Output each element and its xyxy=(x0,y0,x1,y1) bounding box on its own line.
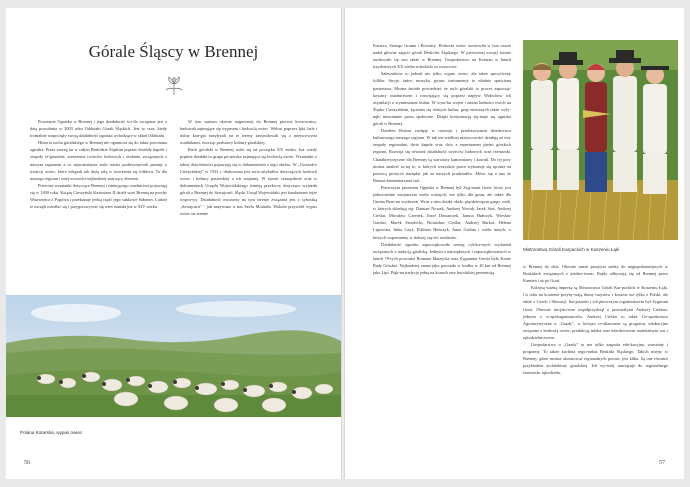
left-page xyxy=(6,8,341,479)
right-page xyxy=(345,8,684,479)
paragraph: Historia ruchu góralskiego w Brennej nie ogranicza się do faktu powstania ogniska. Przez szereg lat w całym Beskidzie Śląskim prężnie działały kapele i zespoły re-gionalne, zrzeszenia twórców ludowych i zesłanie, związanych z naszym regionem a co najważniejsze stale mistrz podtrzymywali pamięć o tradycji owiec, które odegrali tak dużą rolę w tworzeniu się folkloru. To dla naszego regionu i miej-scowości najbardziej znaczący element. xyxy=(30,140,167,181)
paragraph: Pierwszym prezesem Ogniska w Brennej był Zyg-munt Gresi, który jest jednocześnie inicjatorem wielu ważnych, nie tylko dla gmin, ale także dla Gmina Bren-na wydarzeń. Wraz z nim działa około pięćdziesięciu grupy osób, w których składają się: Damian Nowak, Andrzej Nowak, Jarek Staś, Andrzej Cieślar, Mirosław Czernek, Józef Drosarczek, Janusz Hubczyk, Wiesław Gawlas, Marek Strzelecki, Bronisław Cieślar, Andrzej Burkot, Helena Lipowska, Inika Czyż, Elżbieta Hubczyk, Anna Gielata i wielu innych, o których wspomnimy w dalszej czę-ści rozdziału. xyxy=(373,184,511,240)
paragraph: W tym samym okresie najpewniej do Brennej pierwsi koczownicy, budowali zajmujące się wypasem i hodowlą owiec. Wołosi poprzez lęki, bale i dolny kon-gat nasyłyzali na te tereny zasymilowali się z miejscowymi osadnikami, tworząc podstawy kultury góralskiej. xyxy=(180,119,317,146)
page-number: 57 xyxy=(659,460,665,466)
right-column-2 xyxy=(523,263,668,377)
paragraph: Gospodarstwo u „Gazdy" to nie tylko zagroda edu-kacyjna, warsztaty i programy. To także kuchnia regio-nalna Beskidu Śląskiego. Takich miejsc w Brennej, gdzie można skosztować regionalnych potraw, jest kilka. Są one również przykładem architektury góralskiej. Ich wy-strój nawiązuje do regionalnego rzemiosła, rękodzieła, xyxy=(523,342,668,376)
paragraph: Ruch góralski w Brennej rodzi się na początku XX wieku. Już wtedy prężnie działała tu grupa pa-sterska zajmująca się hodowlą owiec. Wzmianki o takiej dzia-łalności pojawiają się w dokumentach z tego okresu. W „Gwiazdce Cieszyńskiej" w 1933 r. drukowana jest seria artykułów dotyczących hodowli owiec i kultury pasterskiej a ich znajomy. W tymże czasopiśmie oraz w dokumentach Urzędu Wojewódzkiego istnieją przeka-zy dotyczące wyjazdu górali z Brennej do Szwajcarii. Śląski Urząd Wojewódzki jest fundatorem tejże wypra-wy. Działalność owczarzy na tym terenie związana jest z sybostką „Szwajcarii" - jak nazywano u nas Szefa Moskała. Wokoła przywidź wypas owiec na terenie xyxy=(180,147,317,217)
left-column-1 xyxy=(30,118,167,210)
paragraph: Dziełem Brzezu zachęty w rozwoju i przekazywaniu dziedzictwa kulturowego naszego regionu. W tak nie-wielkiej miejscowości działają aż trzy zespoły regionalne, dwie kapele oraz chór z repertuarem pieśni górskich regionu. Rozwija się również działalność twórców ludowych oraz rzemiosła. Charakterystyczne dla Brennej są warsztaty kamieniarzy i kowali. Do tej pory można znaleźć tu-taj te, w których wszystkie prace wykonuje się ręcznie za pomocą prostych narzędzi jak za naszych pradziadów. Mówi się o nas że Brenna kamieniarzami stoi. xyxy=(373,128,511,183)
right-column-1 xyxy=(373,42,511,276)
highlander-folk-group-photo xyxy=(523,40,678,240)
paragraph: Kolejną ważną imprezą są Mistrzostwa Górali Kar-packich w Koszeniu Łąki. Co roku na koszenie przyby-wają tłumy turystów i koszów nie tylko z Polski, ale także z Czech i Słowacji. Inicjatorem i ich pierwszym organizatorem był Zygmunt Gresi. Obecnie inicjato-rem współprzydziął z pozostałymi Andrzej Cieślarz, jednym z w-spółorganizatorów. Andrzej Cieślar to także Go-spodarstwo Agroturystyczne u „Gazdy", w którym re-alizowane są programy edukacyjne związane z hodowlą owiec, produkcją mleka oraz dziedzictwem materialnym wsi i rękodzielnictwem. xyxy=(523,285,668,340)
paragraph: Kotarza, Starego Grunia i Równicy. Hodowla owiec sta-nowiła w tym czasie nadal główne zajęcie górali Beski-du Śląskiego. W pierwotnej swojej formie zachowało się ono także w Brennej. Gospodarstwo na Kotarzu w latach trzydziestych XX wieku uchodziło za wzorcowe. xyxy=(373,43,511,70)
paragraph: Powstanie Ogniska w Brennej i jego działalność ści-śle związane jest z datą powołania w 2003 roku Oddziału Górali Śląskich. Jest to czas, kiedy formalnie rozpoczęły swoją działalność ogniska wchodzące w skład Oddziału. xyxy=(30,119,167,139)
paragraph: Pierwsze wzmianki dotyczące Brennej i istniejącego osadnictwa pojawiają się w 1490 roku. Książę Cieszyński Kazimierz II dzieli wieś Brenną na prosby Wawrzyńca z Pogórza i przekazuje jedną część jego sukkowe Sałomei. Ludzie te zaczęli osiedlać się i przygotowywać się wieś istniała już w XIV wieku. xyxy=(30,182,167,210)
paragraph: Działalność ogniska zapoczątkowała szereg cyklicz-nych wydarzeń związanych z tradycją góralską. Jednym z największych i zapoczątkowanych w latach 70-tych prowadzi Romana Idarzycka oraz Zygmunta Gresia było Konie Rady Górskie. Najbardziej znana jaka powstała w środku w 20 km od Brennej jako Lipi. Pięk-na tradycja jedną na konach rasy huculskiej prezentują xyxy=(373,241,511,275)
paragraph: w Brennej do dziś. Obecnie nasze przejścia nadzy do najpopularniejszych w Beskidach związanych z jeździe-twem. Rajdy odbywają się od Brennej przez Kamień i aż po Groń. xyxy=(523,264,668,284)
sheep-pasture-photo xyxy=(6,295,341,417)
page-number: 56 xyxy=(24,460,30,466)
chapter-title: Górale Śląscy w Brennej xyxy=(88,42,259,61)
left-column-2 xyxy=(180,118,317,217)
photo-caption: Polana Kotarska, wypas owiec xyxy=(20,430,83,435)
paragraph: Sałaszników to jednak nie tylko wypas owiec, ale także specyficzny folklor. Stroje, tańce, muzyka, gwara, instrumenty to właśnie spuścizna pasterstwa. Można śmiało powiedzieć że ruch góralski to proces zapocząt-kowany osadnictwem i rozwijający się poprzez napływ Wołochów ich asymilacji z wymieszanie kultur. W wyni-ku wojen i zmian ludności owich na Śląsku Cieszyńskim, łączenia się różnych kultur, grup etnicznych także wyły-nęło nieustannie przez społeczne. Dzięki kontynuację się-muje się ogniska górali w Brennej. xyxy=(373,71,511,127)
decorative-ornament-icon xyxy=(163,75,185,97)
photo-caption: Mistrzostwa Górali Karpackich w Koszeniu Łąki xyxy=(523,247,620,252)
